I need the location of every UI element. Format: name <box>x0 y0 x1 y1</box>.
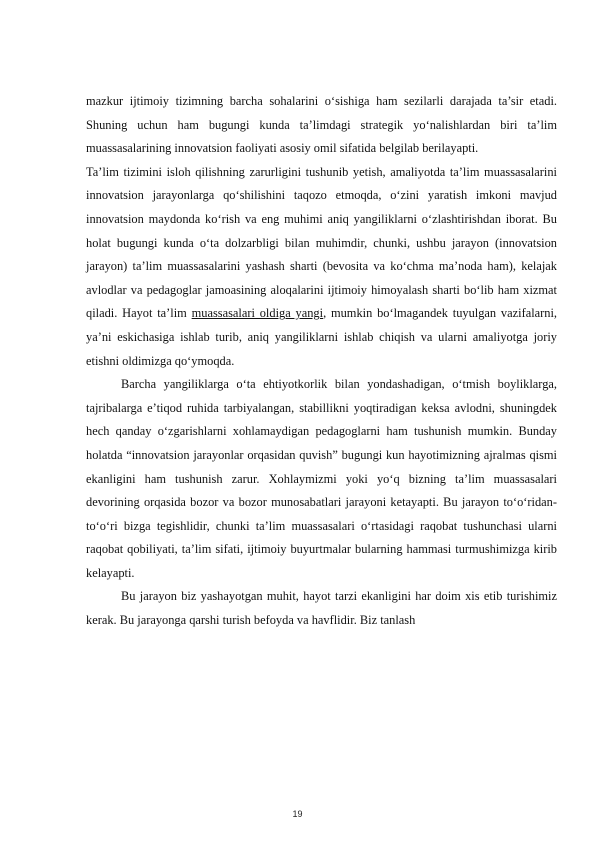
paragraph-2 <box>86 161 557 373</box>
paragraph-2-text-after-link: , mumkin bo‘lmagandek tuyulgan vazifalarni, ya’ni eskichasiga ishlab turib, aniq yangiliklarni ishlab chiqish va ularni amaliyotga joriy etishni oldimizga qo‘ymoqda. <box>86 306 557 368</box>
hyperlink[interactable]: muassasalari oldiga yangi <box>191 306 324 321</box>
paragraph-4: Bu jarayon biz yashayotgan muhit, hayot tarzi ekanligini har doim xis etib turishimiz kerak. Bu jarayonga qarshi turish befoyda va havflidir. Biz tanlash <box>86 589 557 628</box>
document-page <box>86 90 557 633</box>
paragraph-3: Barcha yangiliklarga o‘ta ehtiyotkorlik bilan yondashadigan, o‘tmish boyliklarga, tajribalarga e’tiqod ruhida tarbiyalangan, stabillikni yoqtiradigan keksa avlodni, shuningdek hech qanday o‘zgarishlarni xohlamaydigan pedagoglarni ham tushunish mumkin. Bunday holatda “innovatsion jarayonlar orqasidan quvish” bugungi kun hayotimizning ajralmas qismi ekanligini ham tushunish zarur. Xohlaymizmi yoki yo‘q bizning ta’lim muassasalari devorining orqasida bozor va bozor munosabatlari jarayoni ketayapti. Bu jarayon to‘o‘ridan-to‘o‘ri bizga tegishlidir, chunki ta’lim muassasalari o‘rtasidagi raqobat tushunchasi ularni raqobat qobiliyati, ta’lim sifati, ijtimoiy buyurtmalar bularning hammasi turmushimizga kirib kelayapti. <box>86 377 557 580</box>
page-number: 19 <box>292 809 303 819</box>
paragraph-1: mazkur ijtimoiy tizimning barcha sohalarini o‘sishiga ham sezilarli darajada ta’sir etadi. Shuning uchun ham bugungi kunda ta’limdagi strategik yo‘nalishlardan biri ta’lim muassasalarining innovatsion faoliyati asosiy omil sifatida belgilab berilayapti. <box>86 94 557 156</box>
paragraph-2-text-before-link: Ta’lim tizimini isloh qilishning zarurligini tushunib yetish, amaliyotda ta’lim muassasalarini innovatsion jarayonlarga qo‘shilishini taqozo etmoqda, o‘zini yaratish imkoni mavjud innovatsion maydonda ko‘rish va eng muhimi aniq yangiliklarni o‘zlashtirishdan iborat. Bu holat bugungi kunda o‘ta dolzarbligi bilan muhimdir, chunki, ushbu jarayon (innovatsion jarayon) ta’lim muassasalarini yashash sharti (bevosita va ko‘chma ma’noda ham), kelajak avlodlar va pedagoglar jamoasining aloqalarini ijtimoiy himoyalash sharti bo‘lib ham xizmat qiladi. Hayot ta’lim <box>86 164 557 321</box>
